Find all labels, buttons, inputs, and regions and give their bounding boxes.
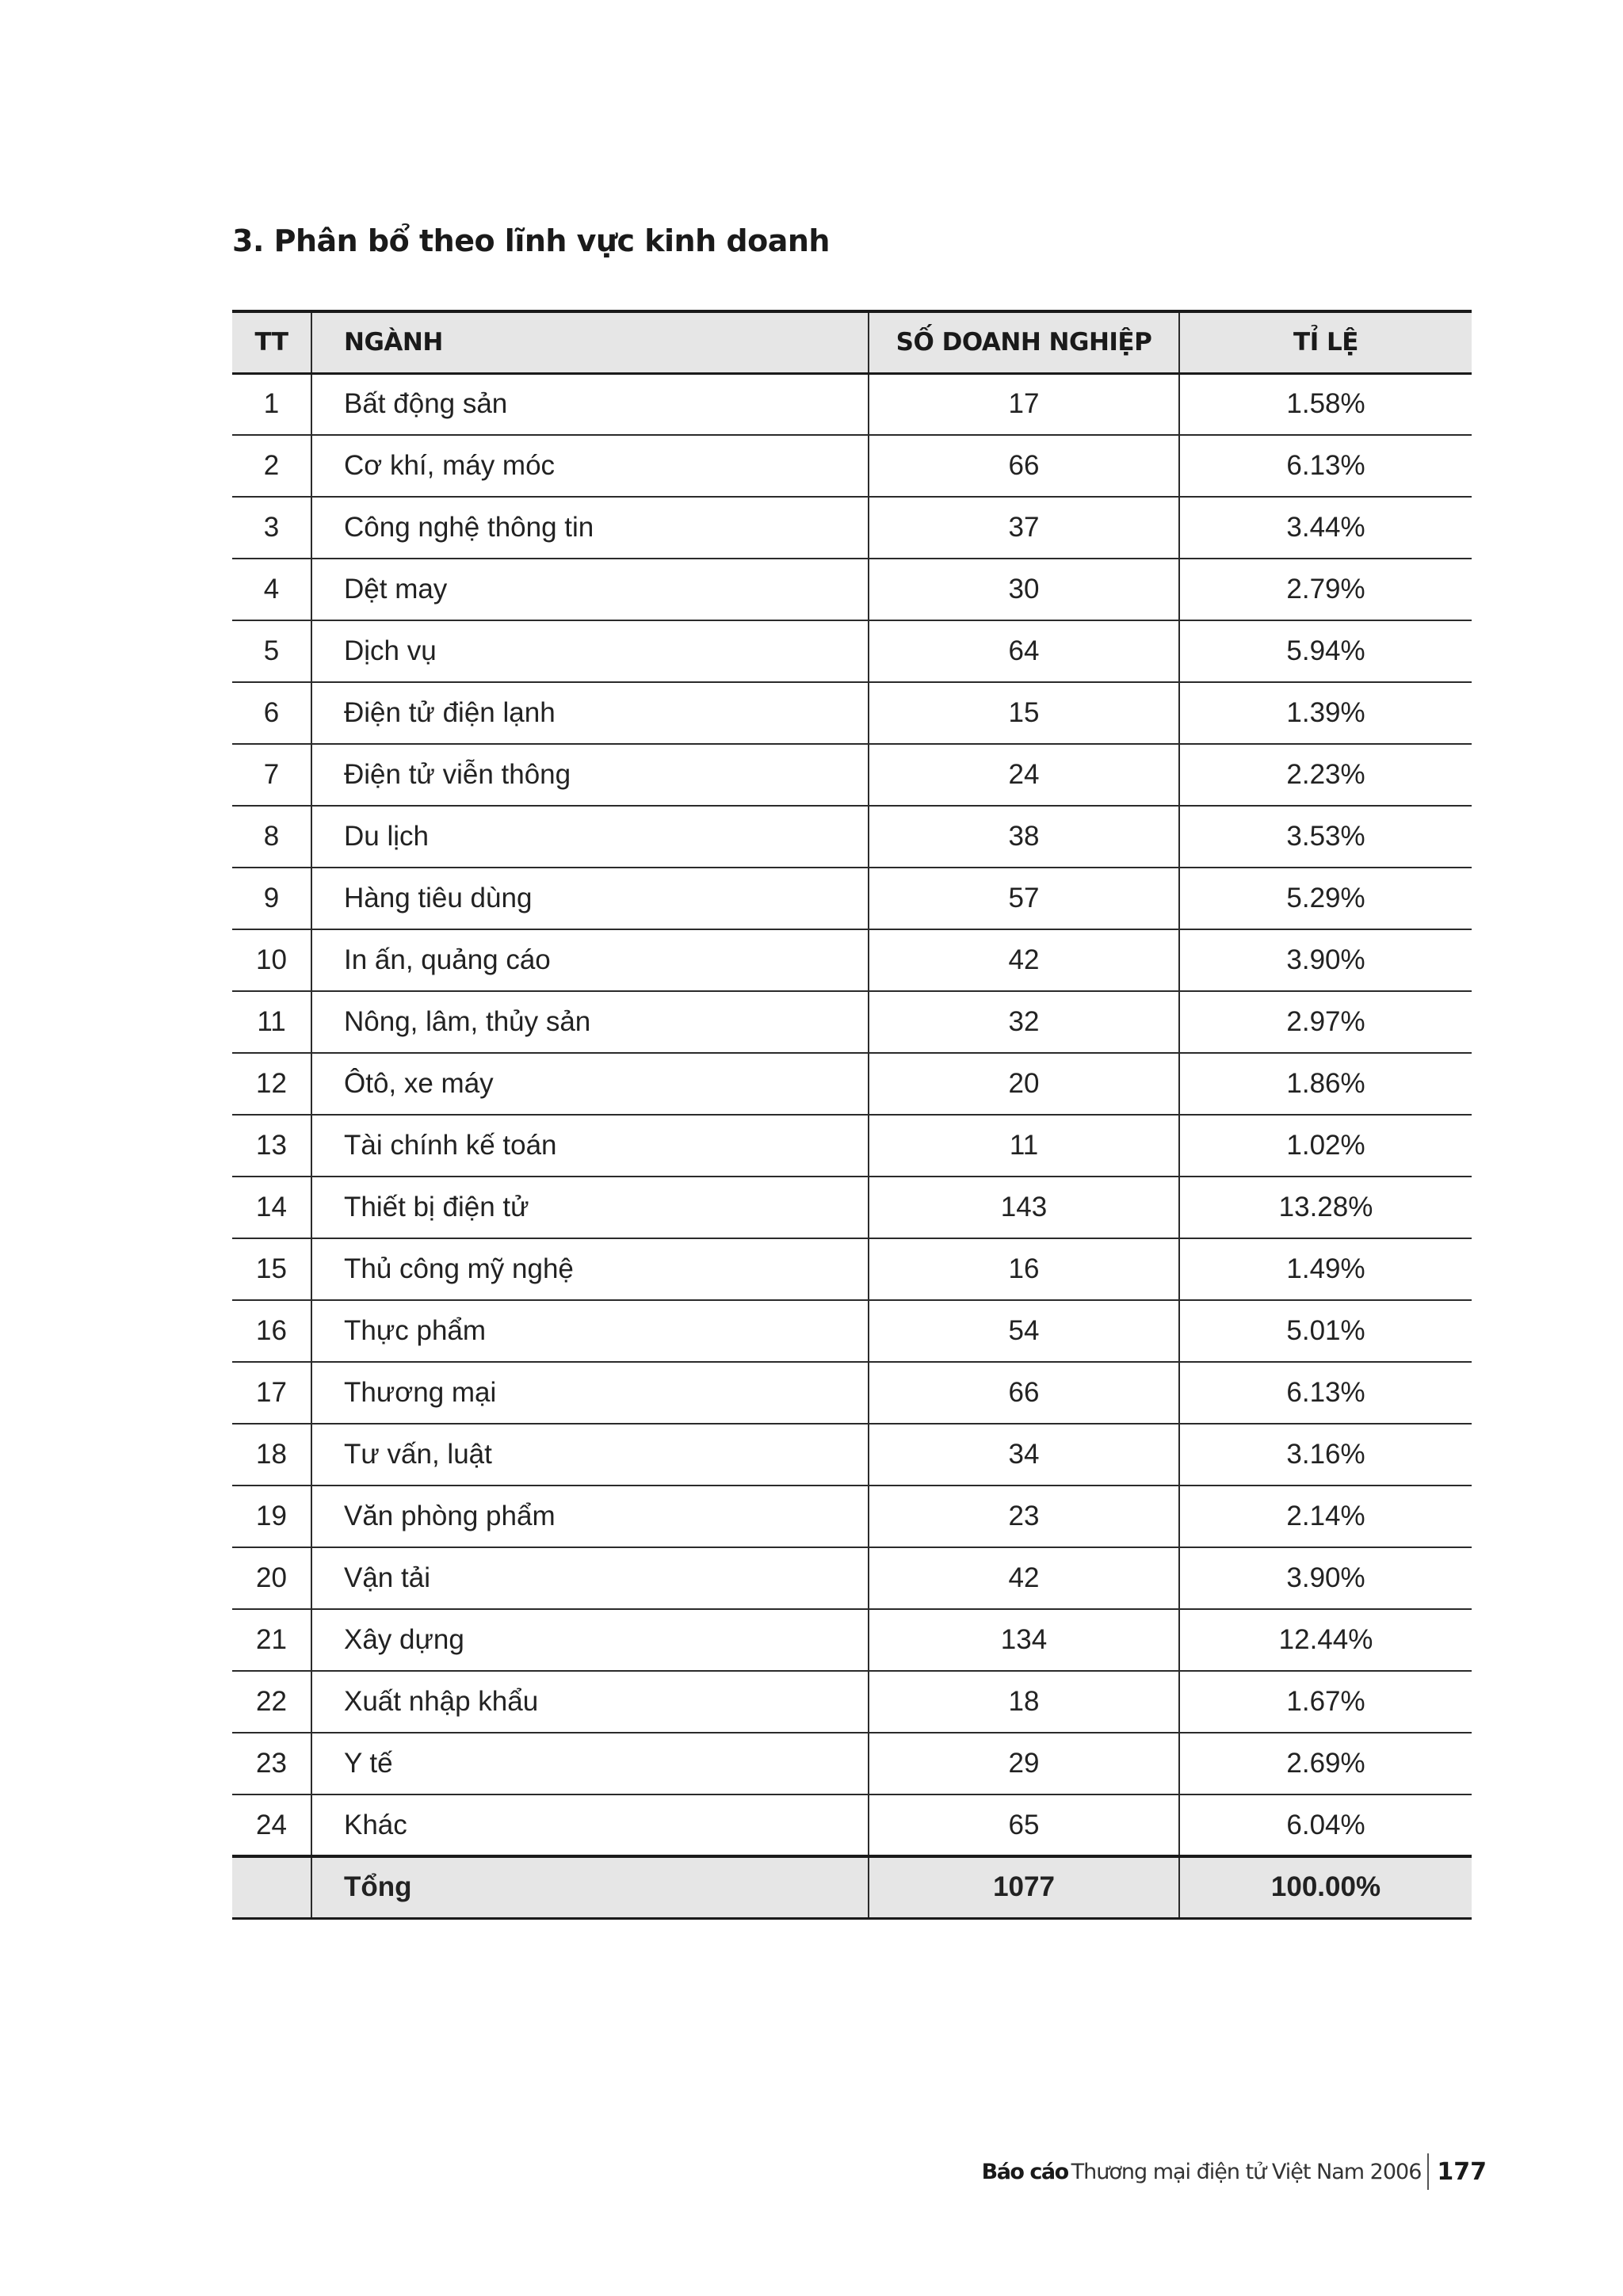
- percentage: 2.69%: [1179, 1733, 1472, 1794]
- row-number: 24: [232, 1794, 311, 1856]
- header-business-count: SỐ DOANH NGHIỆP: [869, 311, 1179, 373]
- table-row: [232, 1671, 1472, 1733]
- industry-name: Thực phẩm: [311, 1300, 869, 1362]
- industry-name: Tài chính kế toán: [311, 1115, 869, 1177]
- table-row: [232, 929, 1472, 991]
- industry-table: [232, 310, 1472, 1920]
- row-number: 22: [232, 1671, 311, 1733]
- industry-name: Nông, lâm, thủy sản: [311, 991, 869, 1053]
- industry-name: Thiết bị điện tử: [311, 1177, 869, 1238]
- industry-name: Y tế: [311, 1733, 869, 1794]
- industry-name: Xây dựng: [311, 1609, 869, 1671]
- industry-name: Du lịch: [311, 806, 869, 868]
- percentage: 5.29%: [1179, 868, 1472, 929]
- percentage: 3.90%: [1179, 1547, 1472, 1609]
- total-tt-cell: [232, 1856, 311, 1918]
- percentage: 1.67%: [1179, 1671, 1472, 1733]
- row-number: 14: [232, 1177, 311, 1238]
- percentage: 1.39%: [1179, 682, 1472, 744]
- percentage: 3.53%: [1179, 806, 1472, 868]
- business-count: 42: [869, 1547, 1179, 1609]
- percentage: 3.44%: [1179, 497, 1472, 559]
- percentage: 1.86%: [1179, 1053, 1472, 1115]
- table-row: [232, 1362, 1472, 1424]
- business-count: 11: [869, 1115, 1179, 1177]
- business-count: 24: [869, 744, 1179, 806]
- footer-report-label: Báo cáo: [981, 2159, 1068, 2184]
- table-row: [232, 1115, 1472, 1177]
- footer-divider: [1427, 2153, 1429, 2190]
- table-body: [232, 373, 1472, 1856]
- industry-name: Bất động sản: [311, 373, 869, 435]
- industry-name: Cơ khí, máy móc: [311, 435, 869, 497]
- business-count: 66: [869, 435, 1179, 497]
- table-header: [232, 311, 1472, 373]
- industry-name: Vận tải: [311, 1547, 869, 1609]
- business-count: 42: [869, 929, 1179, 991]
- business-count: 64: [869, 620, 1179, 682]
- business-count: 134: [869, 1609, 1179, 1671]
- percentage: 6.13%: [1179, 1362, 1472, 1424]
- row-number: 21: [232, 1609, 311, 1671]
- business-count: 15: [869, 682, 1179, 744]
- row-number: 9: [232, 868, 311, 929]
- table-row: [232, 1300, 1472, 1362]
- business-count: 38: [869, 806, 1179, 868]
- row-number: 15: [232, 1238, 311, 1300]
- industry-name: Tư vấn, luật: [311, 1424, 869, 1486]
- industry-name: Điện tử điện lạnh: [311, 682, 869, 744]
- business-count: 65: [869, 1794, 1179, 1856]
- table-row: [232, 373, 1472, 435]
- business-count: 143: [869, 1177, 1179, 1238]
- business-count: 20: [869, 1053, 1179, 1115]
- total-count: 1077: [869, 1856, 1179, 1918]
- industry-name: Xuất nhập khẩu: [311, 1671, 869, 1733]
- percentage: 5.01%: [1179, 1300, 1472, 1362]
- table-row: [232, 1238, 1472, 1300]
- page-number: 177: [1437, 2157, 1487, 2186]
- business-count: 17: [869, 373, 1179, 435]
- table-row: [232, 620, 1472, 682]
- business-count: 34: [869, 1424, 1179, 1486]
- business-count: 23: [869, 1486, 1179, 1547]
- business-count: 30: [869, 559, 1179, 620]
- row-number: 17: [232, 1362, 311, 1424]
- table-row: [232, 1547, 1472, 1609]
- industry-name: Khác: [311, 1794, 869, 1856]
- row-number: 6: [232, 682, 311, 744]
- industry-name: Dệt may: [311, 559, 869, 620]
- percentage: 6.04%: [1179, 1794, 1472, 1856]
- row-number: 12: [232, 1053, 311, 1115]
- table-row: [232, 682, 1472, 744]
- row-number: 20: [232, 1547, 311, 1609]
- row-number: 1: [232, 373, 311, 435]
- row-number: 16: [232, 1300, 311, 1362]
- industry-name: Dịch vụ: [311, 620, 869, 682]
- table-row: [232, 1053, 1472, 1115]
- percentage: 2.14%: [1179, 1486, 1472, 1547]
- percentage: 13.28%: [1179, 1177, 1472, 1238]
- industry-name: Ôtô, xe máy: [311, 1053, 869, 1115]
- industry-name: In ấn, quảng cáo: [311, 929, 869, 991]
- table-row: [232, 806, 1472, 868]
- table-row: [232, 1177, 1472, 1238]
- percentage: 2.79%: [1179, 559, 1472, 620]
- business-count: 18: [869, 1671, 1179, 1733]
- header-tt: TT: [232, 311, 311, 373]
- percentage: 12.44%: [1179, 1609, 1472, 1671]
- business-count: 54: [869, 1300, 1179, 1362]
- header-industry: NGÀNH: [311, 311, 869, 373]
- table-row: [232, 1424, 1472, 1486]
- row-number: 7: [232, 744, 311, 806]
- table-row: [232, 991, 1472, 1053]
- industry-name: Thủ công mỹ nghệ: [311, 1238, 869, 1300]
- row-number: 4: [232, 559, 311, 620]
- industry-name: Công nghệ thông tin: [311, 497, 869, 559]
- row-number: 23: [232, 1733, 311, 1794]
- row-number: 11: [232, 991, 311, 1053]
- business-count: 66: [869, 1362, 1179, 1424]
- percentage: 2.97%: [1179, 991, 1472, 1053]
- table-row: [232, 1486, 1472, 1547]
- table-row: [232, 1733, 1472, 1794]
- total-percentage: 100.00%: [1179, 1856, 1472, 1918]
- percentage: 3.16%: [1179, 1424, 1472, 1486]
- percentage: 1.02%: [1179, 1115, 1472, 1177]
- percentage: 1.58%: [1179, 373, 1472, 435]
- row-number: 19: [232, 1486, 311, 1547]
- table-row: [232, 868, 1472, 929]
- percentage: 3.90%: [1179, 929, 1472, 991]
- industry-name: Hàng tiêu dùng: [311, 868, 869, 929]
- business-count: 32: [869, 991, 1179, 1053]
- percentage: 2.23%: [1179, 744, 1472, 806]
- row-number: 8: [232, 806, 311, 868]
- row-number: 3: [232, 497, 311, 559]
- table-row: [232, 497, 1472, 559]
- industry-name: Văn phòng phẩm: [311, 1486, 869, 1547]
- header-percentage: TỈ LỆ: [1179, 311, 1472, 373]
- business-count: 57: [869, 868, 1179, 929]
- total-row: [232, 1856, 1472, 1918]
- page-footer: [982, 2153, 1487, 2191]
- percentage: 5.94%: [1179, 620, 1472, 682]
- industry-name: Điện tử viễn thông: [311, 744, 869, 806]
- table-row: [232, 744, 1472, 806]
- section-title: 3. Phân bổ theo lĩnh vực kinh doanh: [232, 223, 830, 258]
- row-number: 10: [232, 929, 311, 991]
- percentage: 6.13%: [1179, 435, 1472, 497]
- table-row: [232, 1609, 1472, 1671]
- row-number: 13: [232, 1115, 311, 1177]
- total-label: Tổng: [311, 1856, 869, 1918]
- business-count: 37: [869, 497, 1179, 559]
- business-count: 16: [869, 1238, 1179, 1300]
- percentage: 1.49%: [1179, 1238, 1472, 1300]
- row-number: 2: [232, 435, 311, 497]
- business-count: 29: [869, 1733, 1179, 1794]
- table-row: [232, 559, 1472, 620]
- table-row: [232, 1794, 1472, 1856]
- row-number: 5: [232, 620, 311, 682]
- table-row: [232, 435, 1472, 497]
- row-number: 18: [232, 1424, 311, 1486]
- industry-name: Thương mại: [311, 1362, 869, 1424]
- footer-report-title: Thương mại điện tử Việt Nam 2006: [1071, 2159, 1422, 2184]
